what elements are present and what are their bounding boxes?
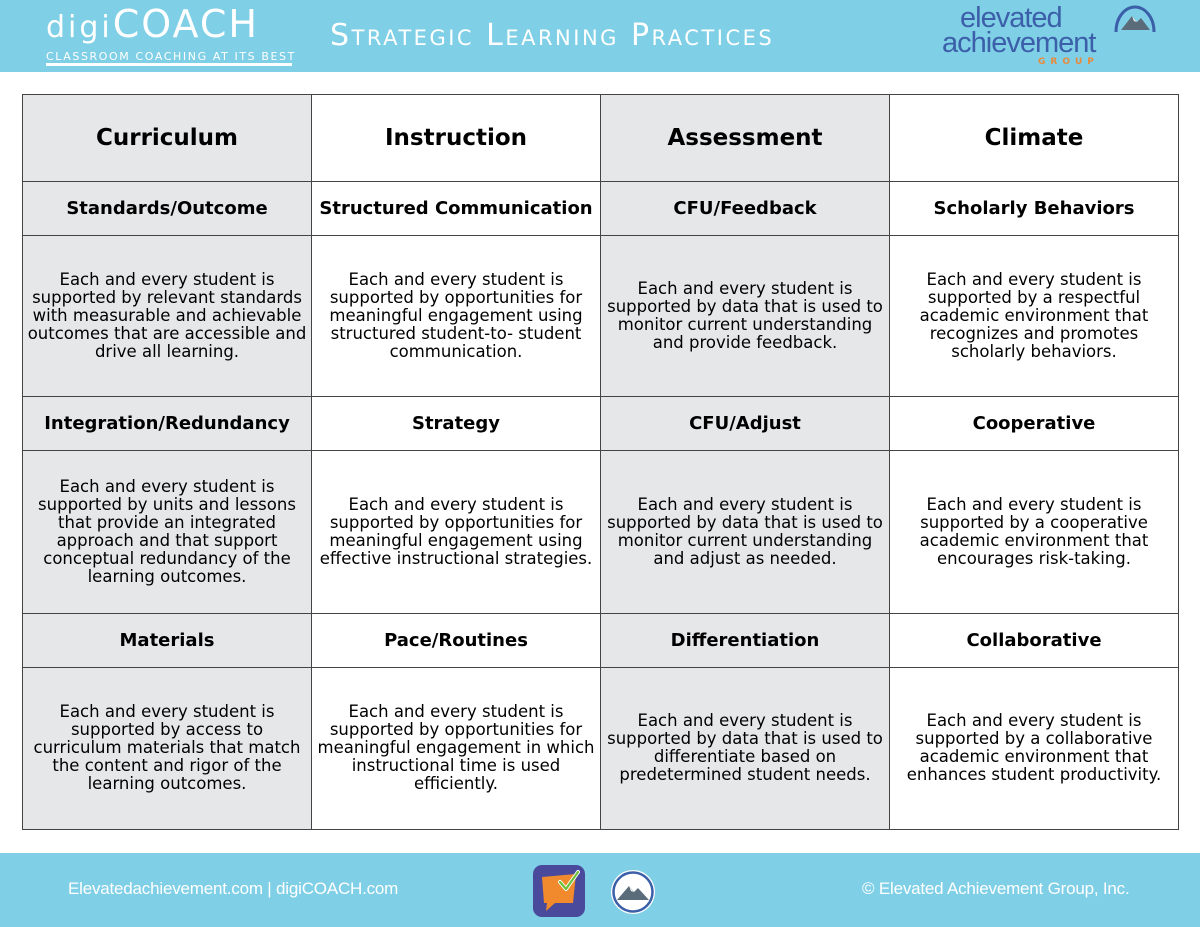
practice-title: Differentiation xyxy=(601,613,890,667)
logo-underline xyxy=(46,63,292,66)
digicoach-logo-wordmark xyxy=(46,4,292,48)
digicoach-logo-tagline: CLASSROOM COACHING AT ITS BEST xyxy=(46,50,296,63)
domain-header-assessment: Assessment xyxy=(601,95,890,182)
domain-header-climate: Climate xyxy=(890,95,1179,182)
practice-description: Each and every student is supported by access to curriculum materials that match the content and rigor of the learning outcomes. xyxy=(23,667,312,829)
practice-description: Each and every student is supported by data that is used to monitor current understanding and provide feedback. xyxy=(601,236,890,397)
practice-title: CFU/Adjust xyxy=(601,397,890,451)
mountain-logo-icon xyxy=(610,869,656,915)
digicoach-logo-prefix: digi xyxy=(46,10,113,45)
practice-description: Each and every student is supported by a respectful academic environment that recognizes and promotes scholarly behaviors. xyxy=(890,236,1179,397)
practice-description: Each and every student is supported by a cooperative academic environment that encourages risk-taking. xyxy=(890,451,1179,613)
practice-description: Each and every student is supported by opportunities for meaningful engagement in which instructional time is used efficiently. xyxy=(312,667,601,829)
footer-bar xyxy=(0,853,1200,927)
digicoach-logo-main: COACH xyxy=(112,2,259,46)
practice-description: Each and every student is supported by a collaborative academic environment that enhances student productivity. xyxy=(890,667,1179,829)
practice-row xyxy=(23,613,1179,667)
practice-description: Each and every student is supported by relevant standards with measurable and achievable outcomes that are accessible and drive all learning. xyxy=(23,236,312,397)
practice-description: Each and every student is supported by opportunities for meaningful engagement using structured student-to- student communication. xyxy=(312,236,601,397)
practice-title: Materials xyxy=(23,613,312,667)
practice-title: Strategy xyxy=(312,397,601,451)
practice-title: Cooperative xyxy=(890,397,1179,451)
practice-title: Structured Communication xyxy=(312,182,601,236)
description-row xyxy=(23,236,1179,397)
description-row xyxy=(23,667,1179,829)
mountain-peak-icon xyxy=(1112,4,1158,34)
domain-header-row xyxy=(23,95,1179,182)
footer-links[interactable]: Elevatedachievement.com | digiCOACH.com xyxy=(68,879,399,898)
practices-table xyxy=(22,94,1179,830)
logo-word-elevated: elevated xyxy=(960,2,1062,34)
practice-title: Standards/Outcome xyxy=(23,182,312,236)
practice-row xyxy=(23,397,1179,451)
footer-copyright: © Elevated Achievement Group, Inc. xyxy=(862,879,1130,898)
elevated-achievement-logo xyxy=(940,4,1160,68)
logo-word-group: GROUP xyxy=(1038,57,1099,67)
practice-title: Integration/Redundancy xyxy=(23,397,312,451)
practice-title: CFU/Feedback xyxy=(601,182,890,236)
practice-description: Each and every student is supported by opportunities for meaningful engagement using effective instructional strategies. xyxy=(312,451,601,613)
domain-header-instruction: Instruction xyxy=(312,95,601,182)
logo-word-achievement: achievement xyxy=(942,27,1096,59)
practice-title: Scholarly Behaviors xyxy=(890,182,1179,236)
practice-description: Each and every student is supported by data that is used to differentiate based on predetermined student needs. xyxy=(601,667,890,829)
practice-title: Pace/Routines xyxy=(312,613,601,667)
description-row xyxy=(23,451,1179,613)
practice-description: Each and every student is supported by units and lessons that provide an integrated approach and that support conceptual redundancy of the learning outcomes. xyxy=(23,451,312,613)
practice-title: Collaborative xyxy=(890,613,1179,667)
header-bar xyxy=(0,0,1200,72)
digicoach-app-icon xyxy=(533,865,585,917)
digicoach-logo xyxy=(46,2,296,66)
page-title: Strategic Learning Practices xyxy=(330,18,775,53)
practice-description: Each and every student is supported by data that is used to monitor current understanding and adjust as needed. xyxy=(601,451,890,613)
domain-header-curriculum: Curriculum xyxy=(23,95,312,182)
practice-row xyxy=(23,182,1179,236)
